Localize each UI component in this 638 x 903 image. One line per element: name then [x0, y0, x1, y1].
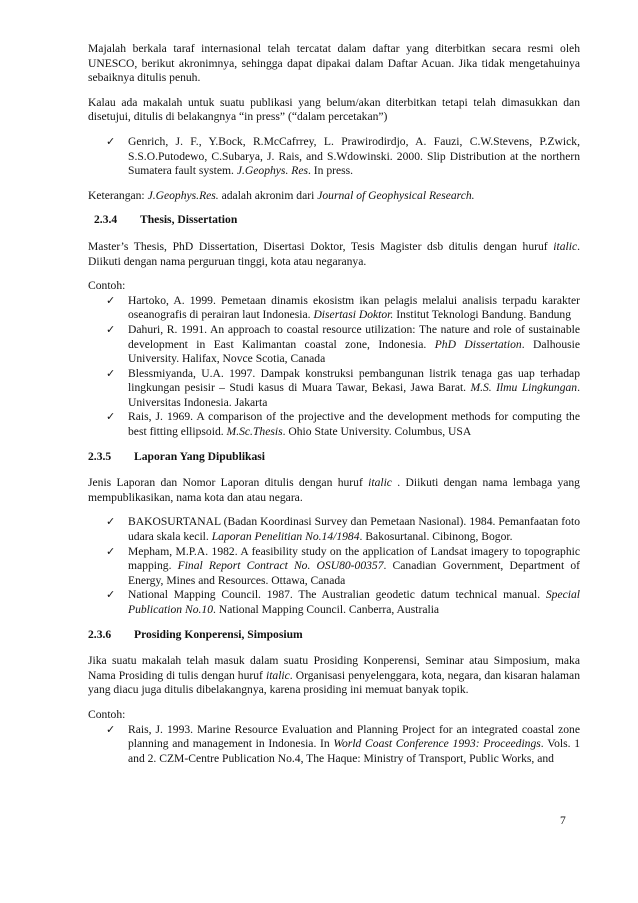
list-item: ✓ Mepham, M.P.A. 1982. A feasibility study on the application of Landsat imagery to topographic mapping. Final Report Contract No. OSU80-00357. Canadian Government, Department of Energy, Mines and Resources. Ottawa, Canada: [106, 544, 581, 587]
section-2-3-5-body: Jenis Laporan dan Nomor Laporan ditulis dengan huruf italic . Diikuti dengan nama lembaga yang mempublikasikan, nama kota dan atau negara.: [88, 476, 580, 504]
list-item: ✓ National Mapping Council. 1987. The Australian geodetic datum technical manual. Special Publication No.10. National Mapping Council. Canberra, Australia: [106, 588, 580, 616]
list-item: ✓ BAKOSURTANAL (Badan Koordinasi Survey dan Pemetaan Nasional). 1984. Pemanfaatan foto udara skala kecil. Laporan Penelitian No.14/1984. Bakosurtanal. Cibinong, Bogor.: [106, 515, 580, 544]
contoh-label: Contoh:: [88, 279, 126, 293]
checkmark-icon: ✓: [106, 544, 116, 558]
checkmark-icon: ✓: [106, 410, 116, 424]
checkmark-icon: ✓: [106, 722, 116, 736]
section-heading-2-3-4: 2.3.4 Thesis, Dissertation: [94, 213, 238, 227]
section-2-3-6-body: Jika suatu makalah telah masuk dalam suatu Prosiding Konperensi, Seminar atau Simposium, maka Nama Prosiding di tulis dengan huruf italic. Organisasi penyelenggara, kota, negara, dan kisaran halaman yang diacu juga ditulis dibelakangnya, karena prosiding ini memuat banyak topik.: [88, 654, 580, 697]
report-example-list: [88, 515, 580, 617]
list-item: ✓ Rais, J. 1993. Marine Resource Evaluation and Planning Project for an integrated coastal zone planning and management in Indonesia. In World Coast Conference 1993: Proceedings. Vols. 1 and 2. CZM-Centre Publication No.4, The Haque: Ministry of Transport, Public Works, and: [106, 722, 580, 765]
in-press-example-list: [88, 135, 580, 179]
checkmark-icon: ✓: [106, 588, 116, 602]
intro-paragraph-1: Majalah berkala taraf internasional telah tercatat dalam daftar yang diterbitkan secara resmi oleh UNESCO, berikut akronimnya, sehingga dapat dipakai dalam Daftar Acuan. Jika tidak mengetahuinya sebaiknya ditulis penuh.: [88, 42, 580, 85]
contoh-label: Contoh:: [88, 707, 126, 721]
section-2-3-4-body: Master’s Thesis, PhD Dissertation, Disertasi Doktor, Tesis Magister dsb ditulis dengan huruf italic. Diikuti dengan nama perguruan tinggi, kota atau negaranya.: [88, 239, 580, 268]
checkmark-icon: ✓: [106, 366, 116, 380]
page-content: [88, 42, 580, 776]
list-item: ✓ Dahuri, R. 1991. An approach to coastal resource utilization: The nature and role of sustainable development in East Kalimantan coastal zone, Indonesia. PhD Dissertation. Dalhousie University. Halifax, Novce Scotia, Canada: [106, 322, 580, 366]
checkmark-icon: ✓: [106, 515, 116, 529]
note-paragraph: Keterangan: J.Geophys.Res. adalah akronim dari Journal of Geophysical Research.: [88, 188, 475, 202]
checkmark-icon: ✓: [106, 322, 116, 336]
proceedings-example-list: [88, 723, 580, 767]
thesis-example-list: [88, 294, 580, 440]
checkmark-icon: ✓: [106, 293, 116, 307]
page-number: 7: [560, 814, 566, 827]
section-heading-2-3-5: 2.3.5 Laporan Yang Dipublikasi: [88, 449, 266, 463]
checkmark-icon: ✓: [106, 134, 116, 148]
intro-paragraph-2: Kalau ada makalah untuk suatu publikasi yang belum/akan diterbitkan tetapi telah dimasukkan dan disetujui, ditulis di belakangnya “in press” (“dalam percetakan”): [88, 95, 580, 124]
list-item: ✓ Genrich, J. F., Y.Bock, R.McCafrrey, L. Prawirodirdjo, A. Fauzi, C.W.Stevens, P.Zwick, S.S.O.Putodewo, C.Subarya, J. Rais, and S.Wdowinski. 2000. Slip Distribution at the northern Sumatera fault system. J.Geophys. Res. In press.: [106, 134, 580, 178]
list-item: ✓ Blessmiyanda, U.A. 1997. Dampak konstruksi pembangunan listrik tenaga gas uap terhadap lingkungan pesisir – Studi kasus di Muara Tawar, Bekasi, Jawa Barat. M.S. Ilmu Lingkungan. Universitas Indonesia. Jakarta: [106, 366, 580, 409]
section-heading-2-3-6: 2.3.6 Prosiding Konperensi, Simposium: [88, 627, 303, 641]
list-item: ✓ Hartoko, A. 1999. Pemetaan dinamis ekosistm ikan pelagis melalui analisis terpadu karakter oseanografis di perairan laut Indonesia. Disertasi Doktor. Institut Teknologi Bandung. Bandung: [106, 293, 580, 322]
list-item: ✓ Rais, J. 1969. A comparison of the projective and the development methods for computing the best fitting ellipsoid. M.Sc.Thesis. Ohio State University. Columbus, USA: [106, 410, 580, 439]
